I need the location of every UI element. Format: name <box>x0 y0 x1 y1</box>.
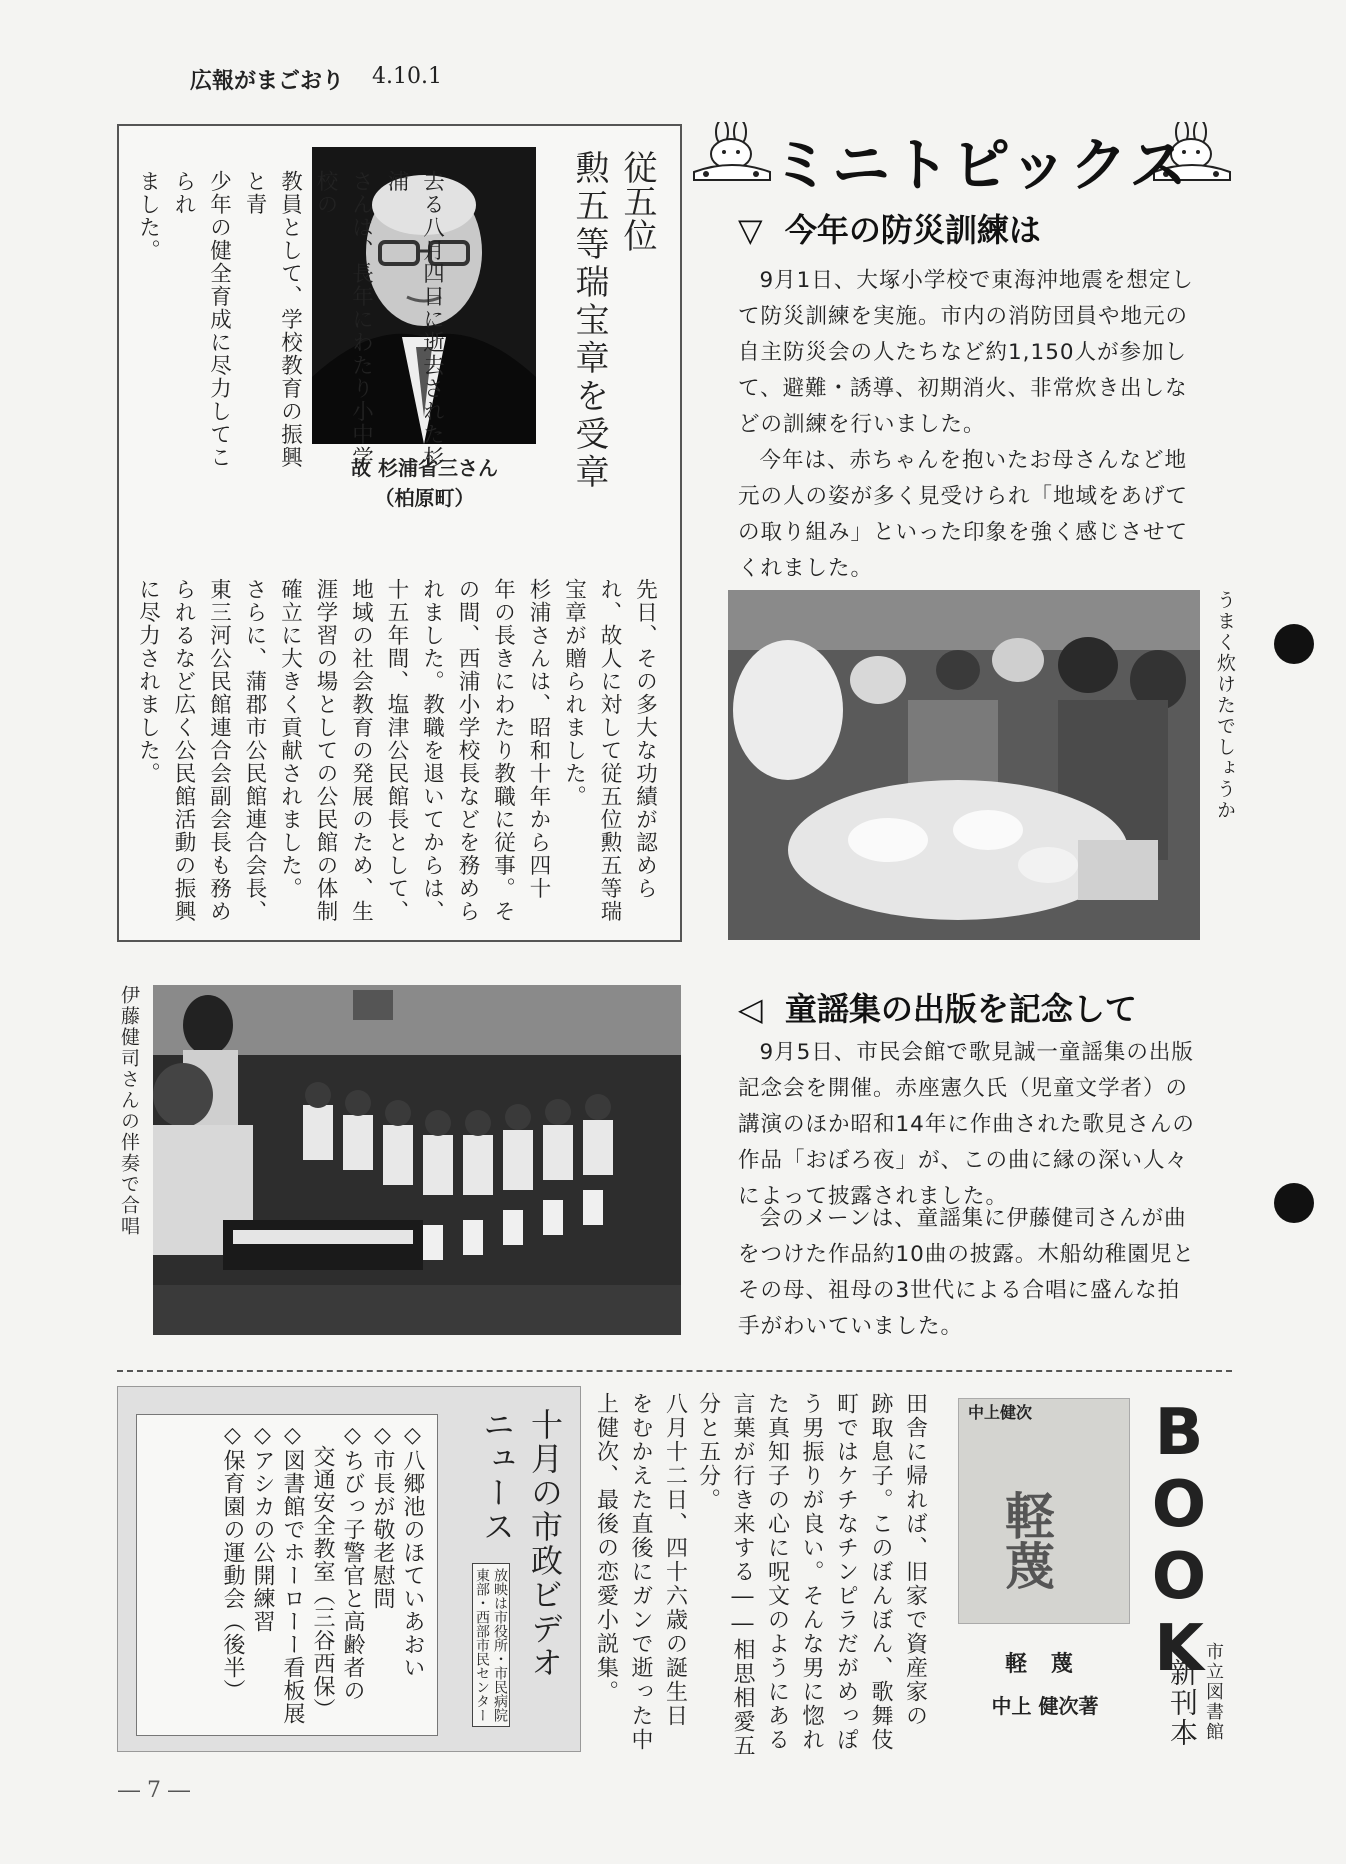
award-body-lower <box>130 578 663 928</box>
award-column: 十五年間、塩津公民館長として、 <box>384 578 409 923</box>
book-column: 田舎に帰れば、旧家で資産家の <box>902 1392 928 1728</box>
songbook-paragraph-2: 会のメーンは、童謡集に伊藤健司さんが曲をつけた作品約10曲の披露。木船幼稚園児とその母、祖母の3世代による合唱に盛んな拍手がわいていました。 <box>738 1206 1195 1339</box>
choir-photo-caption: 伊藤健司さんの伴奏で合唱 <box>118 985 140 1237</box>
book-column: う男振りが良い。そんな男に惚れ <box>799 1392 824 1752</box>
topics-title: ミニトピックス <box>772 131 1190 199</box>
newsletter-title: 広報がまごおり <box>190 69 345 94</box>
award-column: 杉浦さんは、昭和十年から四十 <box>526 578 551 900</box>
award-heading-decoration: 勲五等瑞宝章を受章 <box>569 150 609 492</box>
songbook-heading <box>738 984 1137 1030</box>
award-column: 確立に大きく貢献されました。 <box>277 578 303 900</box>
video-news-item: 交通安全教室（三谷西保） <box>310 1445 335 1721</box>
video-news-subtitle: ニュース <box>478 1408 516 1544</box>
video-news-list <box>136 1414 438 1736</box>
punch-hole-dot <box>1274 1183 1314 1223</box>
disaster-drill-paragraph-2: 今年は、赤ちゃんを抱いたお母さんなど地元の人の姿が多く見受けられ「地域をあげての取り組み」といった印象を強く感じさせてくれました。 <box>738 448 1189 581</box>
book-column: 上健次、最後の恋愛小説集。 <box>593 1392 619 1704</box>
book-column: 言葉が行き来する――相思相愛五 <box>730 1392 755 1758</box>
disaster-drill-paragraph-1: 9月1日、大塚小学校で東海沖地震を想定して防災訓練を実施。市内の消防団員や地元の自主防災会の人たちなど約1,150人が参加して、避難・誘導、初期消火、非常炊き出しなどの訓練を行いました。 <box>738 268 1194 437</box>
choir-photo <box>153 985 681 1335</box>
book-logo: BOOK <box>1142 1396 1216 1684</box>
video-news-item: ◇市長が敬老慰問 <box>370 1423 395 1610</box>
punch-hole-dot <box>1274 624 1314 664</box>
book-column: 町ではケチなチンピラだがめっぽ <box>833 1392 859 1752</box>
award-column: 去る八月四日に逝去された杉浦 <box>384 170 445 469</box>
book-column: をむかえた直後にガンで逝った中 <box>628 1392 653 1752</box>
video-news-broadcast-note <box>472 1563 510 1727</box>
book-column: 分と五分。 <box>695 1392 721 1512</box>
award-heading-rank: 従五位 <box>617 150 657 252</box>
award-column: に尽力されました。 <box>135 578 161 785</box>
award-column: さらに、蒲郡市公民館連合会長、 <box>242 578 267 923</box>
book-review-body-1 <box>690 1392 932 1762</box>
award-column: られるなど広く公民館活動の振興 <box>171 578 196 923</box>
section-divider <box>117 1370 1232 1372</box>
video-news-note-line: 東部・西部市民センター <box>474 1568 490 1722</box>
book-column: 八月十二日、四十六歳の誕生日 <box>662 1392 688 1728</box>
disaster-drill-title: 今年の防災訓練は <box>784 211 1041 249</box>
rabbit-icon <box>692 122 772 182</box>
disaster-drill-heading <box>738 205 1041 251</box>
book-cover-title: 軽蔑 <box>997 1490 1056 1590</box>
video-news-item: ◇ちびっ子警官と高齢者の <box>340 1423 365 1702</box>
video-news-item: ◇八郷池のほていあおい <box>400 1423 425 1679</box>
portrait-caption-name: 故 杉浦省三さん <box>351 456 498 480</box>
award-column: れました。教職を退いてからは、 <box>419 578 445 923</box>
disaster-drill-photo-caption: うまく炊けたでしょうか <box>1214 590 1236 821</box>
video-news-title: 十月の市政ビデオ <box>526 1408 564 1680</box>
songbook-title: 童謡集の出版を記念して <box>784 990 1137 1028</box>
page-number: ― 7 ― <box>118 1778 190 1803</box>
award-column: 地域の社会教育の発展のため、生 <box>348 578 374 923</box>
award-column: さんは、長年にわたり小中学校の <box>313 170 374 469</box>
award-column: 教員として、学校教育の振興と青 <box>242 170 303 469</box>
book-column: た真知子の心に呪文のようにある <box>764 1392 790 1752</box>
award-body-upper <box>130 170 450 490</box>
new-release-label: 新刊本 <box>1166 1658 1199 1748</box>
book-title: 軽 蔑 <box>1005 1651 1081 1677</box>
songbook-paragraph-1: 9月5日、市民会館で歌見誠一童謡集の出版記念会を開催。赤座憲久氏（児童文学者）の講演のほか昭和14年に作曲された歌見さんの作品「おぼろ夜」が、この曲に縁の深い人々によって披露されました。 <box>738 1040 1195 1209</box>
award-column: 涯学習の場としての公民館の体制 <box>313 578 338 923</box>
portrait-caption-place: （柏原町） <box>374 486 475 510</box>
video-news-item: ◇図書館でホーローー看板展 <box>280 1423 305 1725</box>
triangle-left-icon: ◁ <box>738 990 763 1028</box>
award-column: 宝章が贈られました。 <box>561 578 587 808</box>
library-label: 市立図書館 <box>1203 1642 1224 1742</box>
award-column: 先日、その多大な功績が認めら <box>632 578 658 900</box>
video-news-note-line: 放映は市役所・市民病院 <box>492 1568 508 1722</box>
award-column: 年の長きにわたり教職に従事。そ <box>490 578 516 923</box>
disaster-drill-photo <box>728 590 1200 940</box>
triangle-down-icon: ▽ <box>738 211 763 249</box>
book-author: 中上 健次著 <box>991 1694 1099 1718</box>
award-column: ました。 <box>135 170 161 262</box>
award-column: 東三河公民館連合会副会長も務め <box>206 578 232 923</box>
award-column: れ、故人に対して従五位勲五等瑞 <box>597 578 622 923</box>
book-review-body-2 <box>588 1392 692 1762</box>
book-cover-author: 中上健次 <box>968 1403 1033 1422</box>
book-column: 跡取息子。このぼんぼん、歌舞伎 <box>868 1392 893 1752</box>
video-news-item: ◇保育園の運動会（後半） <box>220 1423 245 1702</box>
award-column: 少年の健全育成に尽力してこられ <box>171 170 232 469</box>
award-column: の間、西浦小学校長などを務めら <box>455 578 480 923</box>
video-news-item: ◇アシカの公開練習 <box>250 1423 275 1633</box>
issue-date: 4.10.1 <box>372 64 442 89</box>
